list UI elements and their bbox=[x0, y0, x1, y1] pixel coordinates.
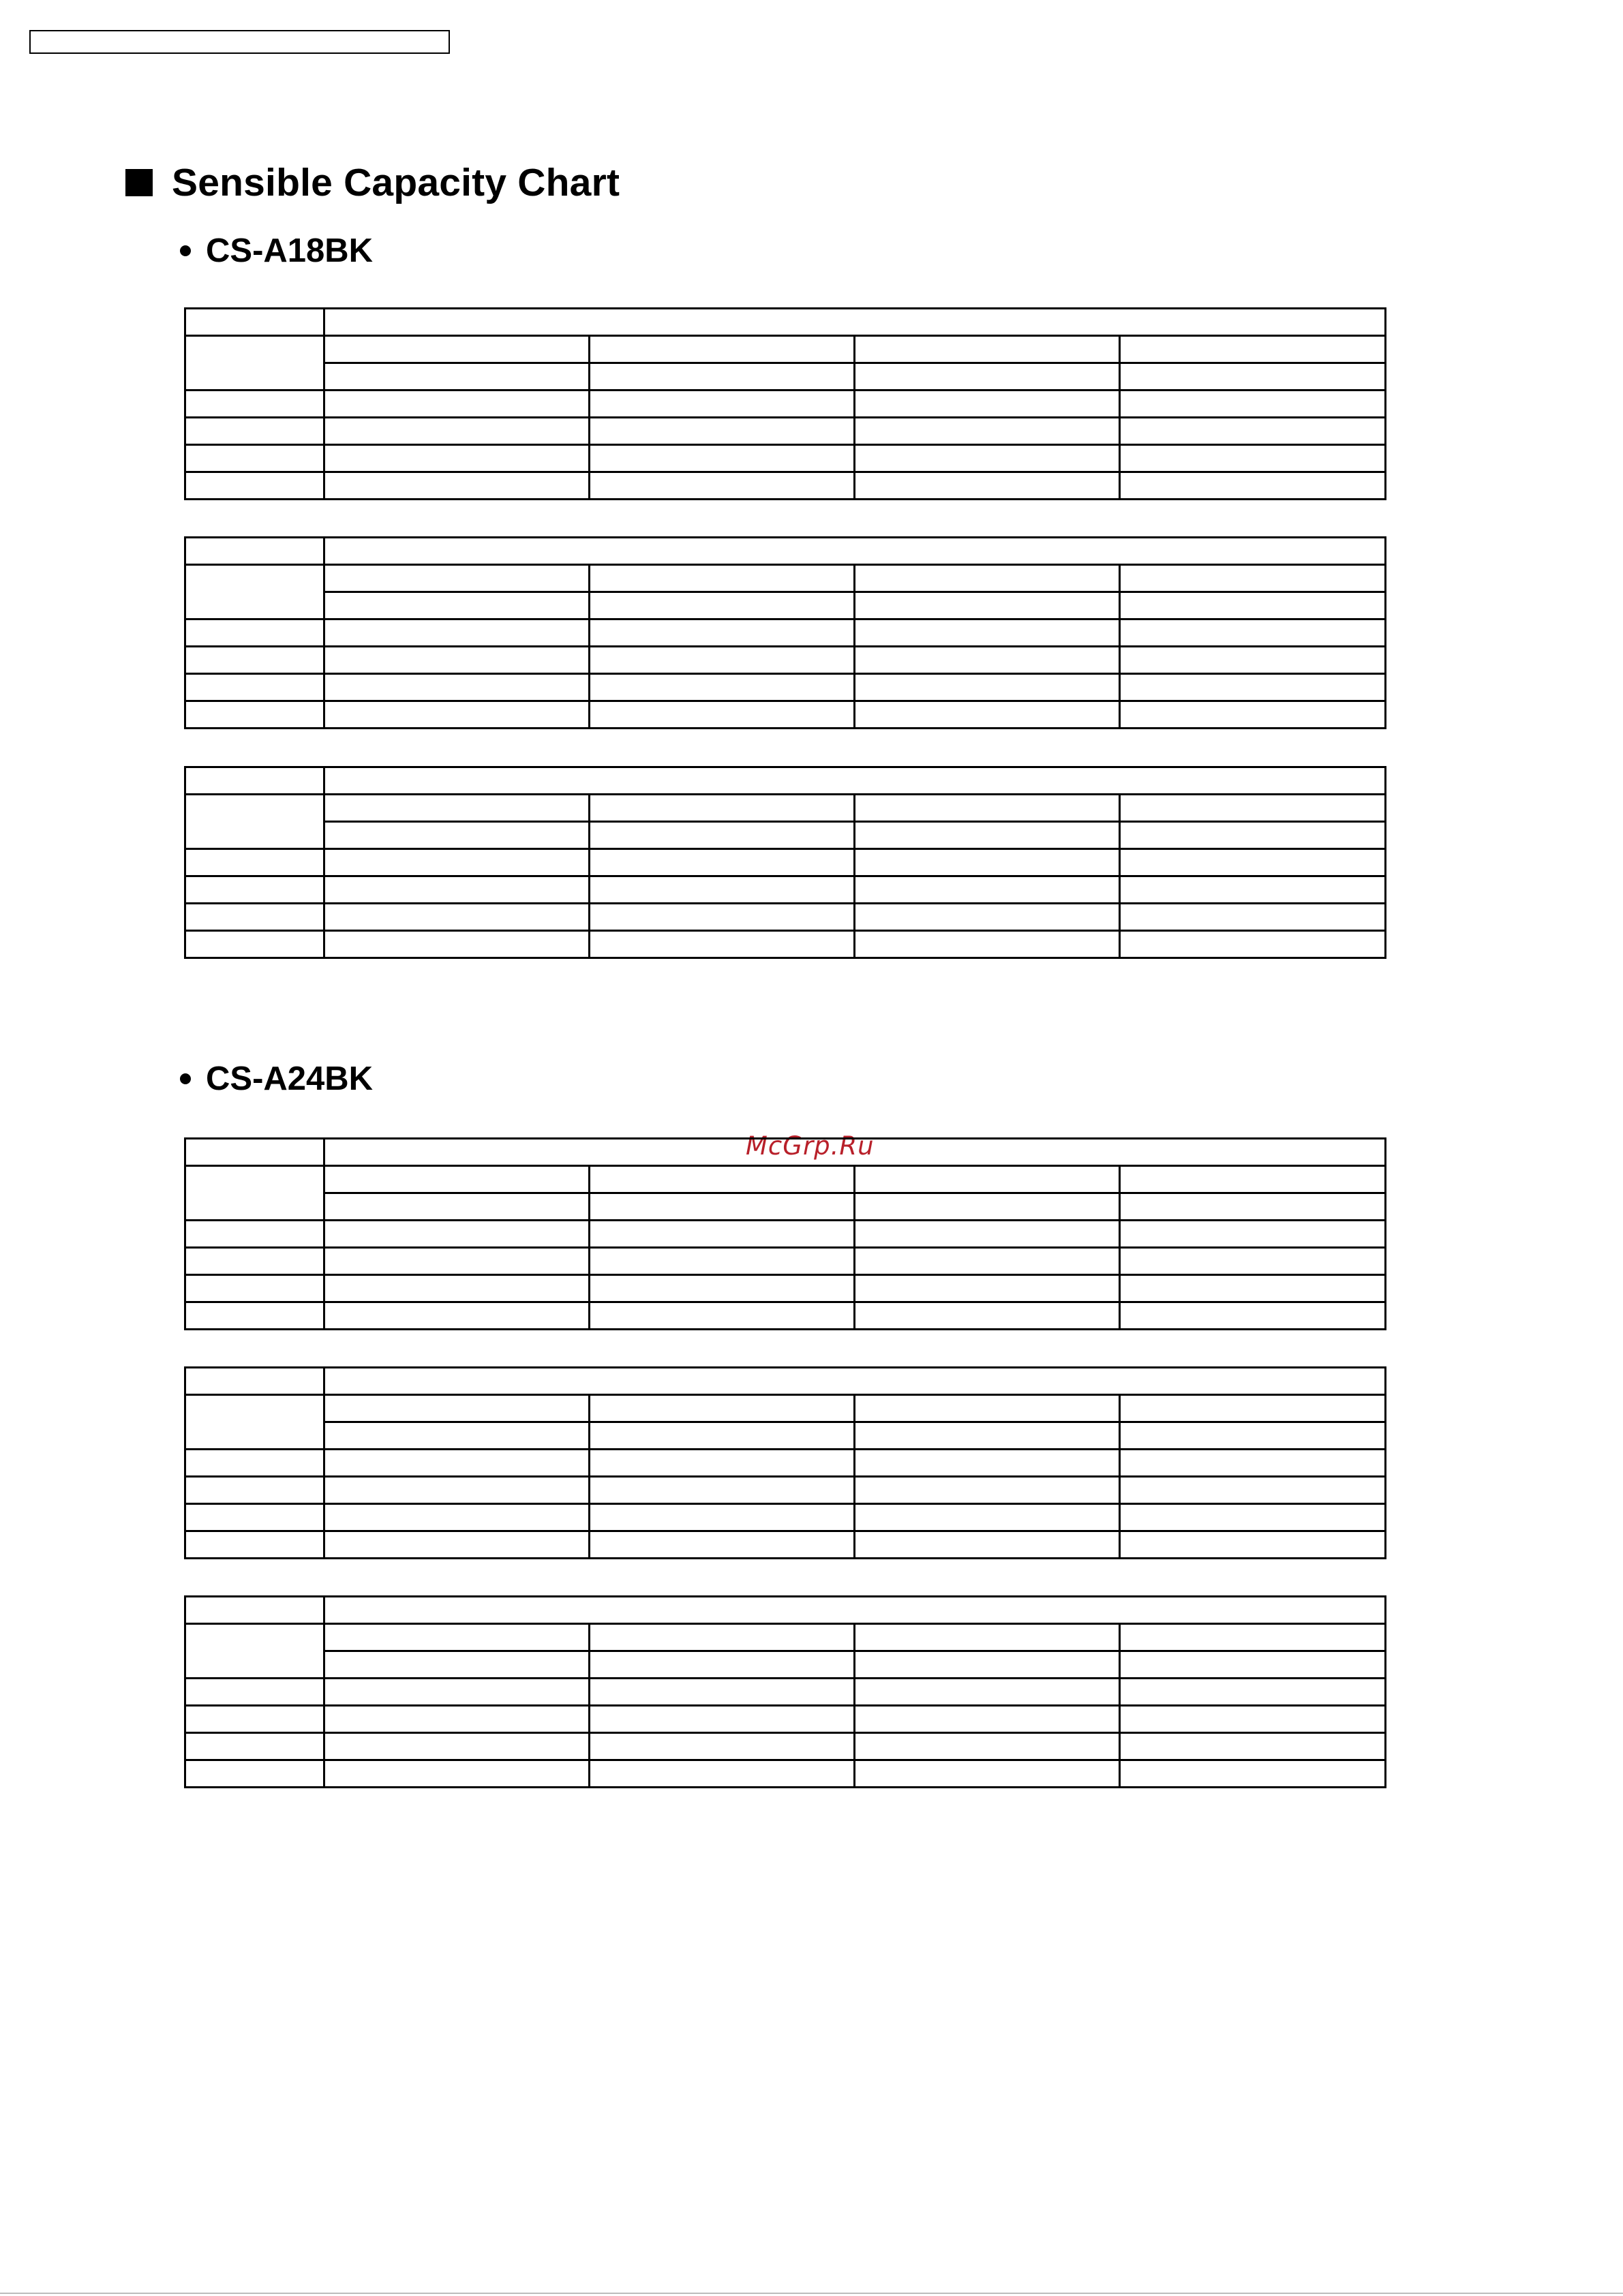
table-cell bbox=[324, 674, 590, 701]
table-cell bbox=[324, 767, 1386, 795]
table-cell bbox=[324, 1531, 590, 1559]
table-cell bbox=[185, 767, 324, 795]
table-cell bbox=[590, 1275, 855, 1302]
table-cell bbox=[324, 619, 590, 647]
table-cell bbox=[590, 1248, 855, 1275]
table-cell bbox=[324, 1597, 1386, 1624]
table-cell bbox=[855, 1504, 1120, 1531]
table-cell bbox=[1120, 1760, 1386, 1788]
table-header-row bbox=[185, 1597, 1386, 1624]
table-cell bbox=[324, 445, 590, 472]
capacity-table bbox=[184, 536, 1386, 729]
table-cell bbox=[855, 1706, 1120, 1733]
table-subheader-row bbox=[185, 822, 1386, 849]
table-cell bbox=[324, 472, 590, 500]
table-row bbox=[185, 647, 1386, 674]
table-cell bbox=[590, 336, 855, 363]
table-cell bbox=[185, 418, 324, 445]
table-cell bbox=[590, 1221, 855, 1248]
table-cell bbox=[590, 795, 855, 822]
table-cell bbox=[590, 1166, 855, 1193]
table-cell bbox=[855, 1302, 1120, 1330]
table-cell bbox=[324, 1651, 590, 1679]
table-row bbox=[185, 1302, 1386, 1330]
table-cell bbox=[855, 1422, 1120, 1450]
watermark: McGrp.Ru bbox=[746, 1131, 875, 1161]
table-cell bbox=[855, 1166, 1120, 1193]
table-row bbox=[185, 1760, 1386, 1788]
table-cell bbox=[324, 1504, 590, 1531]
table-cell bbox=[324, 1302, 590, 1330]
table-cell bbox=[324, 795, 590, 822]
table-cell bbox=[185, 472, 324, 500]
table-cell bbox=[855, 336, 1120, 363]
table-cell bbox=[324, 336, 590, 363]
model-heading-1 bbox=[180, 227, 373, 275]
table-cell bbox=[1120, 336, 1386, 363]
table-cell bbox=[855, 592, 1120, 619]
table-cell bbox=[590, 1302, 855, 1330]
table-cell bbox=[324, 592, 590, 619]
table-cell bbox=[1120, 472, 1386, 500]
table-cell bbox=[185, 391, 324, 418]
table-cell bbox=[324, 1422, 590, 1450]
table-cell bbox=[185, 931, 324, 958]
table-cell bbox=[1120, 1422, 1386, 1450]
table-cell bbox=[855, 1477, 1120, 1504]
table-header-row bbox=[185, 309, 1386, 336]
table-cell bbox=[324, 363, 590, 391]
table-cell bbox=[590, 1395, 855, 1422]
table-cell bbox=[590, 849, 855, 876]
table-cell bbox=[590, 1679, 855, 1706]
capacity-table bbox=[184, 307, 1386, 500]
table-cell bbox=[855, 822, 1120, 849]
table-cell bbox=[590, 822, 855, 849]
table-subheader-row bbox=[185, 1395, 1386, 1422]
table-cell bbox=[855, 1248, 1120, 1275]
table-cell bbox=[590, 1504, 855, 1531]
table-cell bbox=[185, 1395, 324, 1450]
table-cell bbox=[1120, 1477, 1386, 1504]
table-cell bbox=[1120, 822, 1386, 849]
table-cell bbox=[324, 1368, 1386, 1395]
table-cell bbox=[590, 1422, 855, 1450]
table-cell bbox=[324, 1624, 590, 1651]
table-row bbox=[185, 1275, 1386, 1302]
table-cell bbox=[324, 849, 590, 876]
table-cell bbox=[324, 309, 1386, 336]
table-cell bbox=[590, 1193, 855, 1221]
table-cell bbox=[185, 1679, 324, 1706]
table-cell bbox=[1120, 1706, 1386, 1733]
table-cell bbox=[1120, 1302, 1386, 1330]
table-row bbox=[185, 445, 1386, 472]
table-cell bbox=[1120, 701, 1386, 729]
table-cell bbox=[324, 538, 1386, 565]
table-row bbox=[185, 1706, 1386, 1733]
table-cell bbox=[1120, 619, 1386, 647]
table-row bbox=[185, 904, 1386, 931]
table-cell bbox=[590, 674, 855, 701]
table-header-row bbox=[185, 538, 1386, 565]
table-cell bbox=[1120, 1679, 1386, 1706]
table-cell bbox=[590, 391, 855, 418]
table-cell bbox=[590, 1450, 855, 1477]
table-subheader-row bbox=[185, 1422, 1386, 1450]
table-cell bbox=[324, 1706, 590, 1733]
table-cell bbox=[324, 904, 590, 931]
table-cell bbox=[855, 565, 1120, 592]
table-cell bbox=[590, 647, 855, 674]
table-cell bbox=[185, 1275, 324, 1302]
table-cell bbox=[590, 876, 855, 904]
table-cell bbox=[855, 391, 1120, 418]
table-cell bbox=[185, 445, 324, 472]
table-row bbox=[185, 1679, 1386, 1706]
table-cell bbox=[1120, 1733, 1386, 1760]
table-cell bbox=[1120, 1221, 1386, 1248]
table-cell bbox=[185, 1221, 324, 1248]
table-cell bbox=[185, 1248, 324, 1275]
table-cell bbox=[1120, 1395, 1386, 1422]
table-row bbox=[185, 849, 1386, 876]
table-cell bbox=[1120, 391, 1386, 418]
table-cell bbox=[185, 1504, 324, 1531]
table-cell bbox=[185, 1597, 324, 1624]
table-cell bbox=[1120, 1166, 1386, 1193]
table-cell bbox=[185, 1531, 324, 1559]
table-subheader-row bbox=[185, 795, 1386, 822]
table-cell bbox=[855, 445, 1120, 472]
table-cell bbox=[855, 363, 1120, 391]
table-cell bbox=[324, 1733, 590, 1760]
table-subheader-row bbox=[185, 565, 1386, 592]
table-cell bbox=[185, 1760, 324, 1788]
table-cell bbox=[185, 1706, 324, 1733]
header-box bbox=[29, 30, 450, 54]
table-row bbox=[185, 1531, 1386, 1559]
table-cell bbox=[855, 1760, 1120, 1788]
square-bullet-icon bbox=[125, 169, 153, 196]
table-cell bbox=[185, 1624, 324, 1679]
table-cell bbox=[185, 565, 324, 619]
table-cell bbox=[590, 592, 855, 619]
table-cell bbox=[855, 1221, 1120, 1248]
model-heading-2 bbox=[180, 1055, 373, 1103]
table-cell bbox=[324, 1679, 590, 1706]
table-cell bbox=[185, 1302, 324, 1330]
table-cell bbox=[185, 849, 324, 876]
table-cell bbox=[324, 931, 590, 958]
table-cell bbox=[855, 674, 1120, 701]
page-title: Sensible Capacity Chart bbox=[172, 161, 620, 204]
table-cell bbox=[590, 1706, 855, 1733]
table-cell bbox=[1120, 849, 1386, 876]
table-cell bbox=[324, 391, 590, 418]
table-cell bbox=[324, 647, 590, 674]
table-header-row bbox=[185, 1139, 1386, 1166]
table-subheader-row bbox=[185, 363, 1386, 391]
table-cell bbox=[1120, 1651, 1386, 1679]
table-row bbox=[185, 1733, 1386, 1760]
table-header-row bbox=[185, 1368, 1386, 1395]
table-row bbox=[185, 472, 1386, 500]
table-cell bbox=[324, 1221, 590, 1248]
table-cell bbox=[855, 1733, 1120, 1760]
table-cell bbox=[855, 619, 1120, 647]
table-header-row bbox=[185, 767, 1386, 795]
table-cell bbox=[1120, 1248, 1386, 1275]
table-cell bbox=[855, 795, 1120, 822]
table-cell bbox=[590, 1531, 855, 1559]
table-cell bbox=[324, 1193, 590, 1221]
table-row bbox=[185, 619, 1386, 647]
table-cell bbox=[1120, 931, 1386, 958]
table-cell bbox=[590, 565, 855, 592]
table-cell bbox=[324, 1248, 590, 1275]
table-cell bbox=[1120, 418, 1386, 445]
table-cell bbox=[1120, 445, 1386, 472]
table-cell bbox=[324, 1477, 590, 1504]
table-cell bbox=[590, 1760, 855, 1788]
table-cell bbox=[185, 1477, 324, 1504]
table-cell bbox=[1120, 1624, 1386, 1651]
table-cell bbox=[590, 418, 855, 445]
table-cell bbox=[324, 418, 590, 445]
table-cell bbox=[324, 1760, 590, 1788]
table-cell bbox=[855, 1450, 1120, 1477]
table-cell bbox=[185, 647, 324, 674]
table-cell bbox=[324, 565, 590, 592]
table-cell bbox=[324, 1450, 590, 1477]
table-cell bbox=[324, 701, 590, 729]
table-cell bbox=[185, 1166, 324, 1221]
table-cell bbox=[185, 336, 324, 391]
table-cell bbox=[855, 701, 1120, 729]
table-row bbox=[185, 391, 1386, 418]
table-cell bbox=[1120, 1193, 1386, 1221]
table-cell bbox=[185, 1368, 324, 1395]
round-bullet-icon bbox=[180, 1073, 191, 1084]
table-cell bbox=[324, 876, 590, 904]
section-heading bbox=[125, 155, 620, 210]
capacity-table bbox=[184, 1595, 1386, 1788]
model-name: CS-A24BK bbox=[206, 1060, 374, 1097]
table-cell bbox=[185, 1139, 324, 1166]
table-cell bbox=[590, 472, 855, 500]
table-cell bbox=[590, 1624, 855, 1651]
table-cell bbox=[590, 931, 855, 958]
table-row bbox=[185, 931, 1386, 958]
capacity-table bbox=[184, 1137, 1386, 1330]
table-subheader-row bbox=[185, 1193, 1386, 1221]
table-subheader-row bbox=[185, 1166, 1386, 1193]
table-cell bbox=[1120, 363, 1386, 391]
table-cell bbox=[1120, 1275, 1386, 1302]
table-cell bbox=[185, 538, 324, 565]
table-cell bbox=[324, 1139, 1386, 1166]
table-cell bbox=[1120, 876, 1386, 904]
table-cell bbox=[855, 1531, 1120, 1559]
table-cell bbox=[1120, 592, 1386, 619]
table-cell bbox=[855, 472, 1120, 500]
table-cell bbox=[324, 1395, 590, 1422]
capacity-table bbox=[184, 1366, 1386, 1559]
table-row bbox=[185, 418, 1386, 445]
table-cell bbox=[185, 1733, 324, 1760]
table-cell bbox=[1120, 647, 1386, 674]
table-cell bbox=[185, 309, 324, 336]
table-cell bbox=[1120, 1450, 1386, 1477]
table-cell bbox=[1120, 1504, 1386, 1531]
table-row bbox=[185, 1248, 1386, 1275]
table-row bbox=[185, 1450, 1386, 1477]
table-cell bbox=[590, 619, 855, 647]
table-cell bbox=[185, 876, 324, 904]
table-cell bbox=[855, 1395, 1120, 1422]
table-cell bbox=[185, 674, 324, 701]
table-cell bbox=[324, 822, 590, 849]
table-cell bbox=[1120, 1531, 1386, 1559]
table-cell bbox=[590, 363, 855, 391]
table-cell bbox=[590, 701, 855, 729]
table-cell bbox=[324, 1275, 590, 1302]
table-cell bbox=[185, 904, 324, 931]
table-cell bbox=[590, 1733, 855, 1760]
capacity-table bbox=[184, 766, 1386, 959]
table-row bbox=[185, 1477, 1386, 1504]
table-cell bbox=[185, 701, 324, 729]
table-cell bbox=[855, 1651, 1120, 1679]
table-cell bbox=[324, 1166, 590, 1193]
table-row bbox=[185, 876, 1386, 904]
table-cell bbox=[855, 647, 1120, 674]
table-cell bbox=[185, 1450, 324, 1477]
table-cell bbox=[855, 904, 1120, 931]
table-cell bbox=[855, 849, 1120, 876]
table-cell bbox=[855, 1679, 1120, 1706]
table-cell bbox=[1120, 795, 1386, 822]
table-cell bbox=[590, 904, 855, 931]
table-cell bbox=[185, 619, 324, 647]
table-cell bbox=[855, 418, 1120, 445]
table-cell bbox=[855, 1624, 1120, 1651]
table-cell bbox=[855, 931, 1120, 958]
table-cell bbox=[855, 1275, 1120, 1302]
table-cell bbox=[590, 1651, 855, 1679]
table-cell bbox=[855, 876, 1120, 904]
table-cell bbox=[855, 1193, 1120, 1221]
table-cell bbox=[590, 445, 855, 472]
table-cell bbox=[1120, 904, 1386, 931]
table-cell bbox=[1120, 674, 1386, 701]
round-bullet-icon bbox=[180, 245, 191, 256]
table-row bbox=[185, 1221, 1386, 1248]
table-row bbox=[185, 701, 1386, 729]
table-row bbox=[185, 1504, 1386, 1531]
table-subheader-row bbox=[185, 1651, 1386, 1679]
model-name: CS-A18BK bbox=[206, 232, 374, 269]
table-cell bbox=[590, 1477, 855, 1504]
table-cell bbox=[185, 795, 324, 849]
table-row bbox=[185, 674, 1386, 701]
page-bottom-rule bbox=[0, 2293, 1623, 2294]
table-subheader-row bbox=[185, 1624, 1386, 1651]
table-subheader-row bbox=[185, 336, 1386, 363]
table-cell bbox=[1120, 565, 1386, 592]
table-subheader-row bbox=[185, 592, 1386, 619]
